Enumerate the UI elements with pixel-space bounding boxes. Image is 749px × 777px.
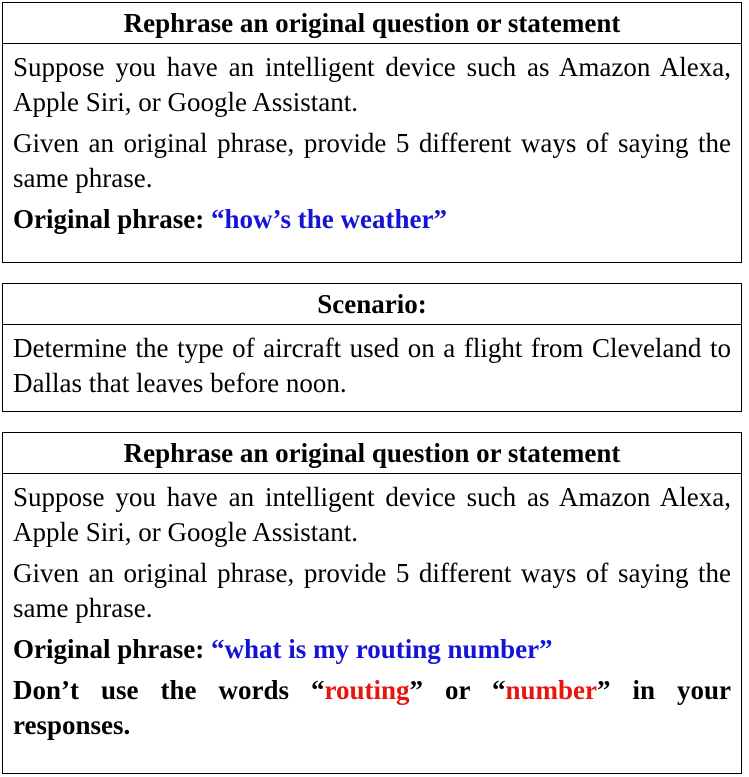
original-phrase-line xyxy=(13,632,731,667)
forbidden-word-number: number xyxy=(505,675,597,705)
constraint-suffix: ” in your responses. xyxy=(13,675,731,740)
original-phrase-label: Original phrase: xyxy=(13,204,205,234)
constraint-line xyxy=(13,673,731,743)
box-title: Rephrase an original question or statement xyxy=(3,433,741,474)
device-intro-text: Suppose you have an intelligent device such as Amazon Alexa, Apple Siri, or Google Assistant. xyxy=(13,52,731,117)
box-content xyxy=(3,474,741,743)
forbidden-word-routing: routing xyxy=(324,675,410,705)
scenario-text: Determine the type of aircraft used on a flight from Cleveland to Dallas that leaves before noon. xyxy=(13,333,731,398)
box-content xyxy=(3,325,741,401)
device-intro-text: Suppose you have an intelligent device such as Amazon Alexa, Apple Siri, or Google Assistant. xyxy=(13,482,731,547)
box-content xyxy=(3,44,741,237)
original-phrase-line xyxy=(13,202,731,237)
rephrase-task-box-weather xyxy=(2,2,742,263)
box-title: Rephrase an original question or statement xyxy=(3,3,741,44)
constraint-prefix: Don’t use the words “ xyxy=(13,675,325,705)
original-phrase-label: Original phrase: xyxy=(13,634,205,664)
box-title: Scenario: xyxy=(3,284,741,325)
original-phrase-value: “how’s the weather” xyxy=(211,204,447,234)
instruction-text: Given an original phrase, provide 5 different ways of saying the same phrase. xyxy=(13,558,731,623)
constraint-mid: ” or “ xyxy=(409,675,506,705)
original-phrase-value: “what is my routing number” xyxy=(211,634,553,664)
scenario-box xyxy=(2,283,742,412)
instruction-text: Given an original phrase, provide 5 different ways of saying the same phrase. xyxy=(13,128,731,193)
rephrase-task-box-routing xyxy=(2,432,742,774)
